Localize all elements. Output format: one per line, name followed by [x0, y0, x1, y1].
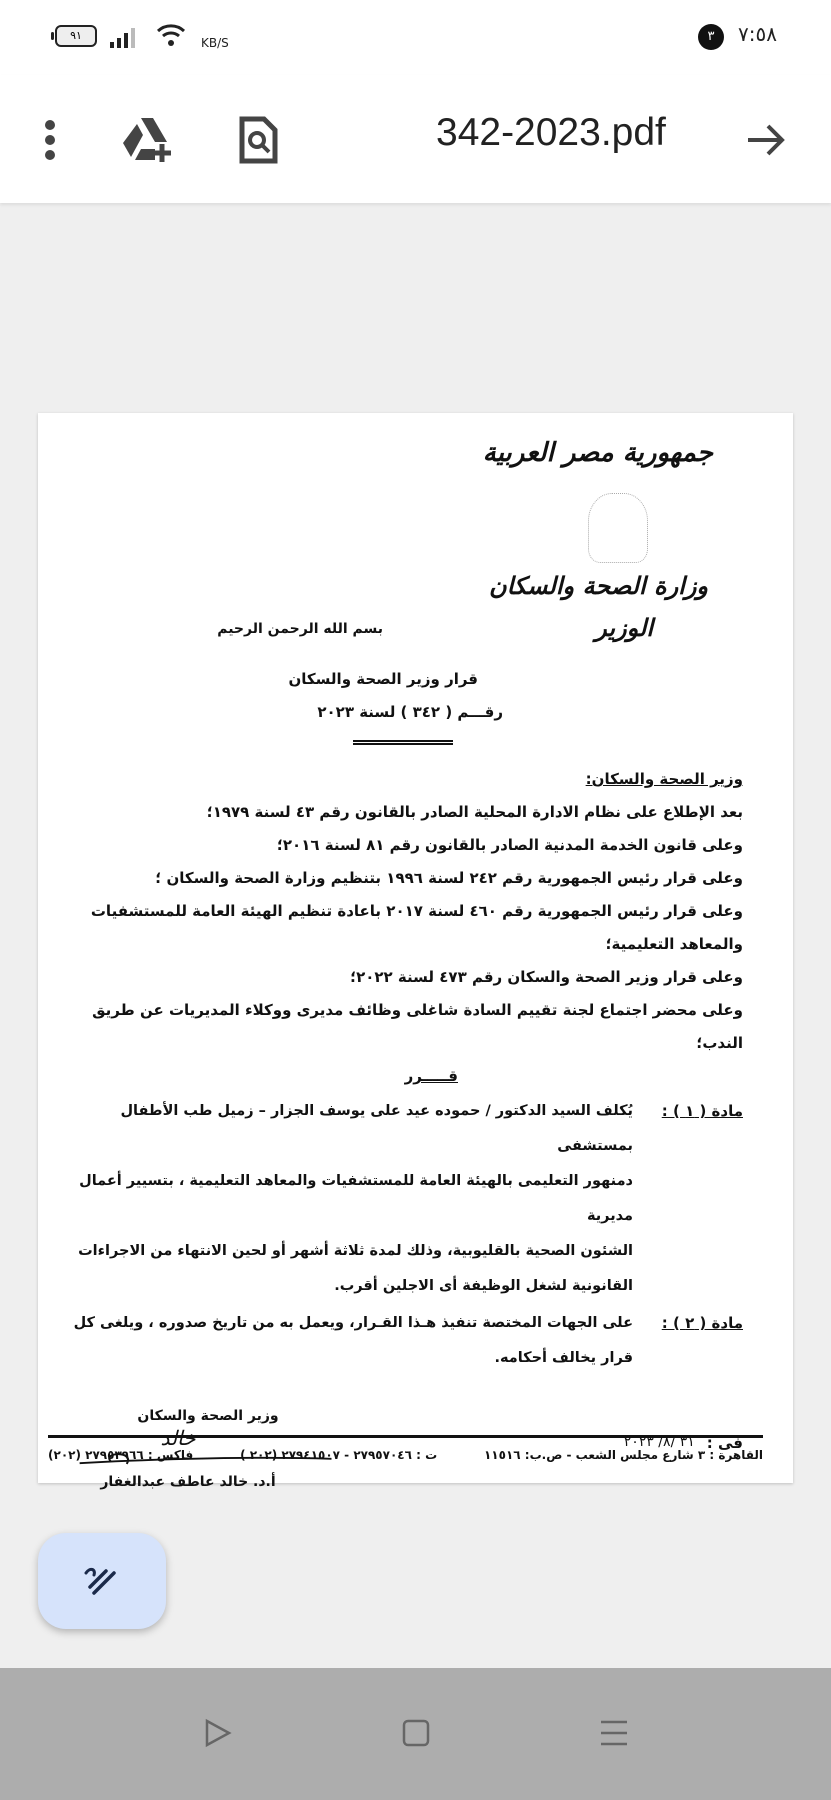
addressee: وزير الصحة والسكان: — [585, 770, 743, 788]
recents-icon[interactable] — [589, 1708, 639, 1758]
signatory-name: أ.د. خالد عاطف عبدالغفار — [100, 1474, 276, 1490]
system-nav-bar — [0, 1668, 831, 1800]
date-label: فى : — [706, 1434, 743, 1452]
footer-phone: ت : ٢٧٩٥٧٠٤٦ - ٢٧٩٤١٥٠٧ (٢٠٢ ) — [240, 1448, 438, 1462]
arrow-forward-icon[interactable] — [744, 115, 788, 165]
basmala: بسم الله الرحمن الرحيم — [217, 621, 383, 637]
file-name: 342-2023.pdf — [436, 111, 666, 154]
drive-add-icon[interactable] — [118, 115, 178, 165]
signature-title: وزير الصحة والسكان — [137, 1408, 279, 1424]
network-speed: KB/S — [201, 36, 229, 50]
title-divider — [353, 740, 453, 745]
article-1-line: الشئون الصحية بالقليوبية، وذلك لمدة ثلاثة أشهر أو لحين الانتهاء من الاجراءات — [78, 1243, 633, 1259]
footer-divider — [48, 1435, 763, 1438]
article-1 — [68, 1094, 743, 1304]
preamble-line: وعلى قرار رئيس الجمهورية رقم ٤٦٠ لسنة ٢٠١٧ باعادة تنظيم الهيئة العامة للمستشفيات والمعاهد التعليمية؛ — [90, 902, 743, 953]
edit-fab-button[interactable] — [38, 1533, 166, 1629]
letterhead-office: الوزير — [595, 613, 653, 642]
preamble-line: وعلى قرار رئيس الجمهورية رقم ٢٤٢ لسنة ١٩٩٦ بتنظيم وزارة الصحة والسكان ؛ — [155, 869, 743, 887]
signal-icon — [110, 28, 135, 48]
article-1-line: القانونية لشغل الوظيفة أى الاجلين أقرب. — [334, 1278, 633, 1294]
preamble-line: بعد الإطلاع على نظام الادارة المحلية الصادر بالقانون رقم ٤٣ لسنة ١٩٧٩؛ — [206, 803, 743, 821]
article-2 — [68, 1306, 743, 1376]
decree-number: رقـــم ( ٣٤٢ ) لسنة ٢٠٢٣ — [317, 703, 503, 721]
home-icon[interactable] — [391, 1708, 441, 1758]
decree-title: قرار وزير الصحة والسكان — [288, 670, 478, 688]
status-bar — [0, 0, 831, 75]
footer-address: القاهرة : ٣ شارع مجلس الشعب - ص.ب: ١١٥١٦ — [483, 1448, 763, 1462]
article-2-line: قرار يخالف أحكامه. — [494, 1350, 633, 1366]
more-vert-icon[interactable] — [30, 115, 70, 165]
emblem-icon — [588, 493, 648, 563]
letterhead-ministry: وزارة الصحة والسكان — [488, 571, 708, 600]
decision-heading: قـــــرر — [404, 1067, 458, 1085]
back-icon[interactable] — [192, 1708, 242, 1758]
date-value: ٣١ /٨/ ٢٠٢٣ — [623, 1434, 695, 1450]
edit-pen-icon — [80, 1559, 124, 1603]
preamble-line: وعلى قانون الخدمة المدنية الصادر بالقانون رقم ٨١ لسنة ٢٠١٦؛ — [276, 836, 743, 854]
preamble-line: وعلى محضر اجتماع لجنة تقييم السادة شاغلى وظائف مديرى ووكلاء المديريات عن طريق الندب؛ — [92, 1001, 743, 1052]
app-toolbar — [0, 75, 831, 203]
pdf-page — [38, 413, 793, 1490]
wifi-icon — [156, 22, 186, 54]
article-2-label: مادة ( ٢ ) : — [661, 1314, 743, 1332]
article-1-label: مادة ( ١ ) : — [661, 1102, 743, 1120]
battery-icon: ٩١ — [55, 25, 97, 47]
article-1-line: دمنهور التعليمى بالهيئة العامة للمستشفيات والمعاهد التعليمية ، بتسيير أعمال مديرية — [79, 1173, 633, 1224]
clock: ٧:٥٨ — [738, 22, 777, 46]
letterhead-country: جمهورية مصر العربية — [482, 438, 713, 468]
article-2-line: على الجهات المختصة تنفيذ هـذا القـرار، ويعمل به من تاريخ صدوره ، ويلغى كل — [73, 1315, 633, 1331]
footer — [48, 1448, 763, 1462]
notification-badge: ٣ — [698, 24, 724, 50]
preamble-line: وعلى قرار وزير الصحة والسكان رقم ٤٧٣ لسنة ٢٠٢٢؛ — [350, 968, 743, 986]
footer-fax: فاكس : ٢٧٩٥٣٩٦٦ (٢٠٢) — [48, 1448, 194, 1462]
signature: خالد — [160, 1426, 196, 1450]
find-in-page-icon[interactable] — [236, 115, 280, 165]
decree-body — [68, 763, 743, 1492]
article-1-line: يُكلف السيد الدكتور / حموده عيد على يوسف الجزار – زميل طب الأطفال بمستشفى — [120, 1103, 633, 1154]
